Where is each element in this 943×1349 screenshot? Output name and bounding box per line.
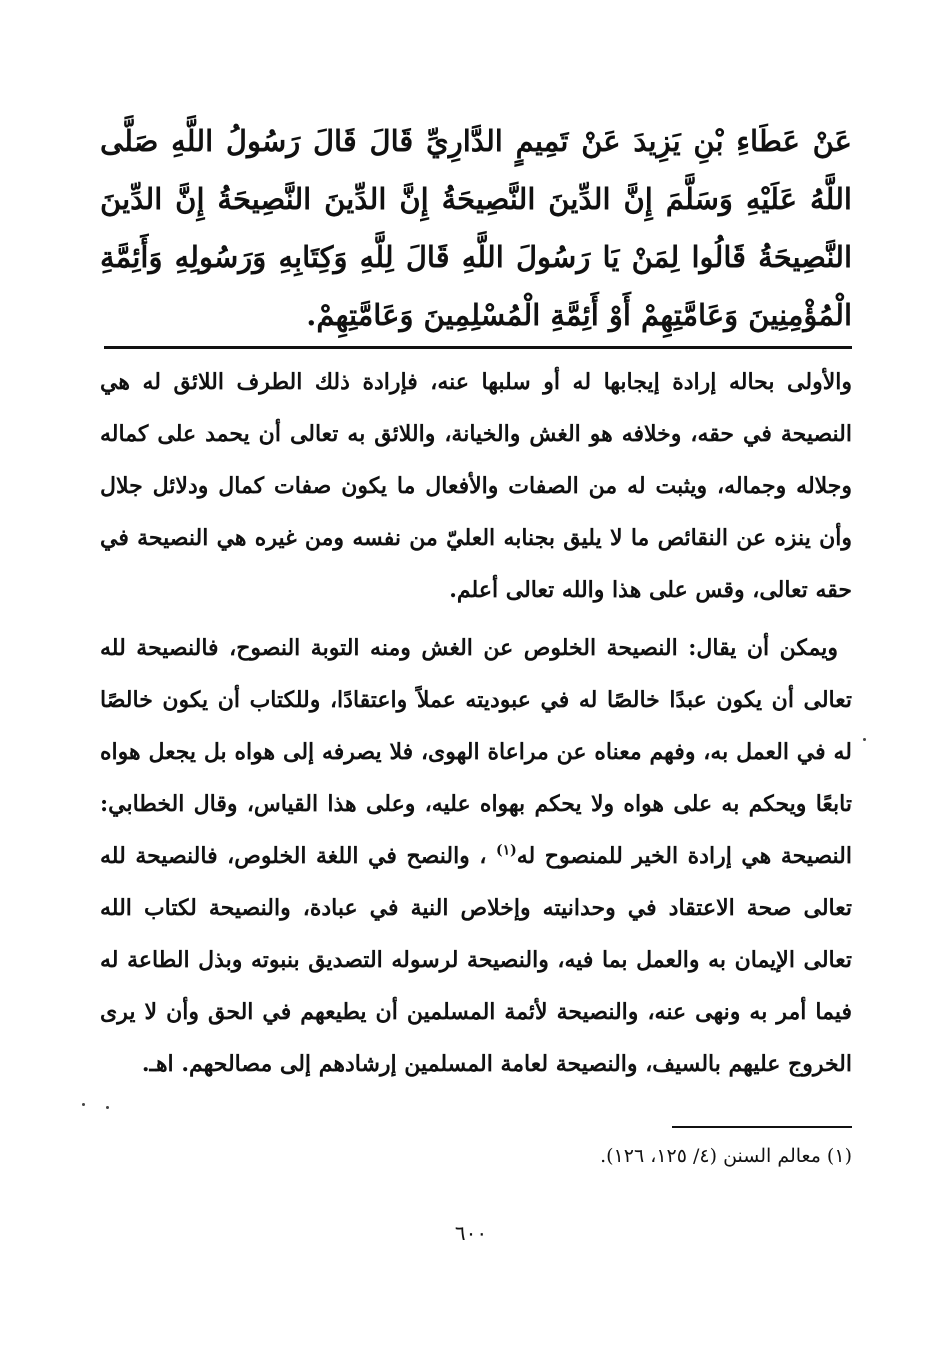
commentary-body [100,356,852,1090]
footnote-reference[interactable]: (١) [495,842,517,859]
commentary-paragraph-1: والأولى بحاله إرادة إيجابها له أو سلبها عنه، فإرادة ذلك الطرف اللائق له هي النصيحة في حقه، وخلافه هو الغش والخيانة، واللائق به تعالى أن يحمد على كماله وجلاله وجماله، ويثبت له من الصفات والأفعال ما يكون صفات كمال ودلائل جلال وأن ينزه عن النقائص ما لا يليق بجنابه العليّ من نفسه ومن غيره هي النصيحة في حقه تعالى، وقس على هذا والله تعالى أعلم. [100,369,852,603]
paragraph-2-text-end: ، والنصح في اللغة الخلوص، فالنصيحة لله تعالى صحة الاعتقاد في وحدانيته وإخلاص النية في عبادة، والنصيحة لكتاب الله تعالى الإيمان به والعمل بما فيه، والنصيحة لرسوله التصديق بنبوته وبذل الطاعة له فيما أمر به ونهى عنه، والنصيحة لأئمة المسلمين أن يطيعهم في الحق وأن لا يرى الخروج عليهم بالسيف، والنصيحة لعامة المسلمين إرشادهم إلى مصالحهم. اهـ. [100,843,852,1077]
separator-rule [104,346,852,349]
scan-speck [106,1106,109,1109]
footnote-separator [672,1126,852,1128]
commentary-paragraph-2 [100,622,852,1090]
scan-speck [82,1103,85,1106]
paragraph-2-text-start: ويمكن أن يقال: النصيحة الخلوص عن الغش ومنه التوبة النصوح، فالنصيحة لله تعالى أن يكون عبدًا خالصًا له في عبوديته عملاً واعتقادًا، وللكتاب أن يكون خالصًا له في العمل به، وفهم معناه عن مراعاة الهوى، فلا يصرفه إلى هواه بل يجعل هواه تابعًا ويحكم به على هواه ولا يحكم بهواه عليه، وعلى هذا القياس، وقال الخطابي: النصيحة هي إرادة الخير للمنصوح له [100,635,853,869]
footnote: (١) معالم السنن (٤/ ١٢٥، ١٢٦). [600,1145,852,1167]
scan-speck [863,738,866,741]
page-number: ٦٠٠ [454,1221,488,1245]
hadith-text: عَنْ عَطَاءِ بْنِ يَزِيدَ عَنْ تَمِيمٍ الدَّارِيِّ قَالَ قَالَ رَسُولُ اللَّهِ صَلَّى اللَّهُ عَلَيْهِ وَسَلَّمَ إِنَّ الدِّينَ النَّصِيحَةُ إِنَّ الدِّينَ النَّصِيحَةُ إِنَّ الدِّينَ النَّصِيحَةُ قَالُوا لِمَنْ يَا رَسُولَ اللَّهِ قَالَ لِلَّهِ وَكِتَابِهِ وَرَسُولِهِ وَأَئِمَّةِ الْمُؤْمِنِينَ وَعَامَّتِهِمْ أَوْ أَئِمَّةِ الْمُسْلِمِينَ وَعَامَّتِهِمْ. [100,124,852,332]
